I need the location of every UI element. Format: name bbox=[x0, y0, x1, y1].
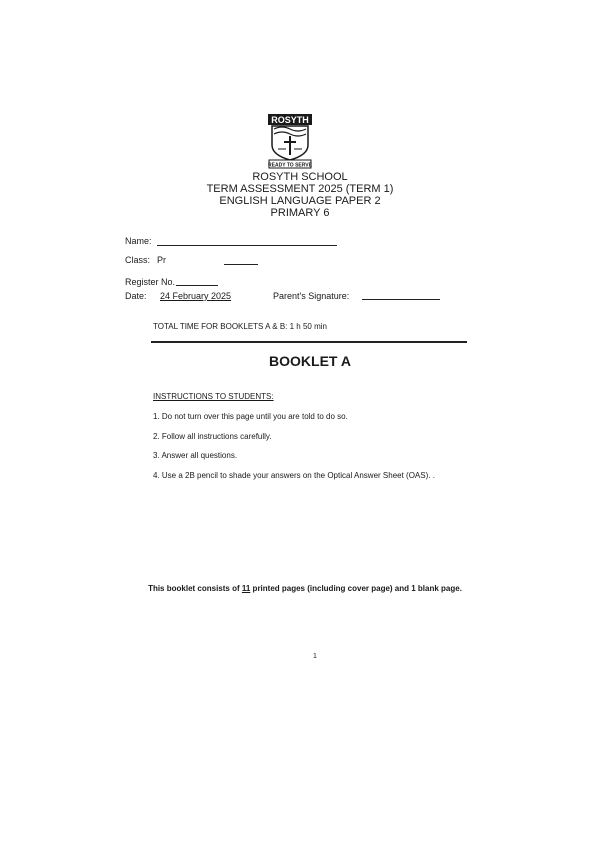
instructions-heading: INSTRUCTIONS TO STUDENTS: bbox=[153, 392, 274, 401]
page-count: 11 bbox=[241, 584, 251, 593]
instruction-item: 4. Use a 2B pencil to shade your answers on the Optical Answer Sheet (OAS). . bbox=[153, 471, 435, 480]
register-field[interactable] bbox=[176, 285, 218, 286]
class-label: Class: bbox=[125, 255, 151, 265]
crest-motto: READY TO SERVE bbox=[268, 162, 312, 169]
name-label: Name: bbox=[125, 236, 152, 246]
instruction-item: 1. Do not turn over this page until you are told to do so. bbox=[153, 412, 348, 421]
total-time: TOTAL TIME FOR BOOKLETS A & B: 1 h 50 min bbox=[153, 322, 327, 331]
signature-label: Parent's Signature: bbox=[273, 291, 350, 301]
signature-field[interactable] bbox=[362, 299, 440, 300]
school-crest bbox=[266, 113, 314, 169]
date-label: Date: bbox=[125, 291, 147, 301]
level-title: PRIMARY 6 bbox=[270, 207, 330, 219]
page-count-note bbox=[0, 584, 600, 593]
paper-title: ENGLISH LANGUAGE PAPER 2 bbox=[219, 195, 381, 207]
date-value: 24 February 2025 bbox=[160, 291, 232, 301]
class-field[interactable] bbox=[224, 264, 258, 265]
register-label: Register No. bbox=[125, 277, 176, 287]
name-field[interactable] bbox=[157, 245, 337, 246]
instruction-item: 2. Follow all instructions carefully. bbox=[153, 432, 272, 441]
crest-title: ROSYTH bbox=[271, 115, 309, 125]
page-count-suffix: printed pages (including cover page) and 1 blank page. bbox=[250, 584, 462, 593]
page-number: 1 bbox=[313, 653, 317, 660]
school-name: ROSYTH SCHOOL bbox=[252, 171, 348, 183]
booklet-title: BOOKLET A bbox=[269, 353, 351, 369]
class-value: Pr bbox=[157, 255, 166, 265]
assessment-title: TERM ASSESSMENT 2025 (TERM 1) bbox=[206, 183, 394, 195]
divider-line bbox=[151, 341, 467, 343]
instruction-item: 3. Answer all questions. bbox=[153, 451, 238, 460]
page-count-prefix: This booklet consists of bbox=[148, 584, 242, 593]
